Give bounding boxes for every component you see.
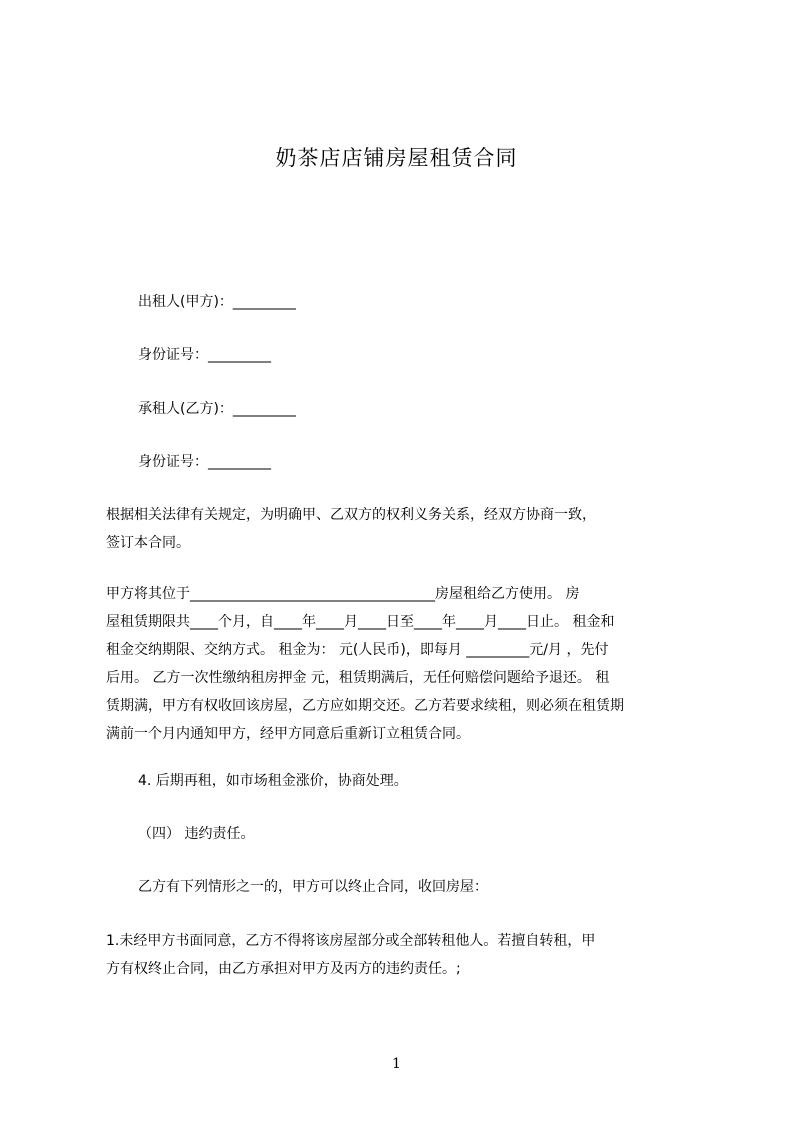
termination-item-1 <box>106 927 700 983</box>
item-4-rerent: 4. 后期再租，如市场租金涨价，协商处理。 <box>138 773 408 789</box>
lease-terms-line: 赁期满，甲方有权收回该房屋，乙方应如期交还。乙方若要求续租，则必须在租赁期 <box>106 698 624 714</box>
lessee-id-field: 身份证号：_________ <box>138 454 271 470</box>
lease-terms-line: 满前一个月内通知甲方，经甲方同意后重新订立租赁合同。 <box>106 726 470 742</box>
document-title: 奶茶店店铺房屋租赁合同 <box>275 146 518 170</box>
lease-terms-line: 屋租赁期限共____个月，自____年____月____日至____年____月____日止。 租金和 <box>106 614 615 630</box>
lessor-id-field: 身份证号：_________ <box>138 347 271 363</box>
lessor-field: 出租人(甲方)：_________ <box>138 294 296 310</box>
preamble-paragraph <box>106 501 700 557</box>
preamble-line: 根据相关法律有关规定，为明确甲、乙双方的权利义务关系，经双方协商一致， <box>106 507 596 523</box>
page-number: 1 <box>392 1056 401 1072</box>
section-breach-heading: （四） 违约责任。 <box>138 826 255 842</box>
lease-terms-line: 后用。 乙方一次性缴纳租房押金 元，租赁期满后，无任何赔偿问题给予退还。 租 <box>106 670 610 686</box>
lease-terms-line: 租金交纳期限、交纳方式。 租金为： 元(人民币)，即每月 _________元/月 ，先付 <box>106 642 609 658</box>
lease-terms-line: 甲方将其位于___________________________________房屋租给乙方使用。 房 <box>106 586 580 602</box>
lessee-field: 承租人(乙方)：_________ <box>138 401 296 417</box>
lease-terms-paragraph <box>106 580 700 748</box>
termination-intro: 乙方有下列情形之一的，甲方可以终止合同，收回房屋： <box>138 879 488 895</box>
termination-line: 方有权终止合同，由乙方承担对甲方及丙方的违约责任。; <box>106 961 461 977</box>
preamble-line: 签订本合同。 <box>106 535 190 551</box>
termination-line: 1.未经甲方书面同意，乙方不得将该房屋部分或全部转租他人。若擅自转租，甲 <box>106 933 596 949</box>
